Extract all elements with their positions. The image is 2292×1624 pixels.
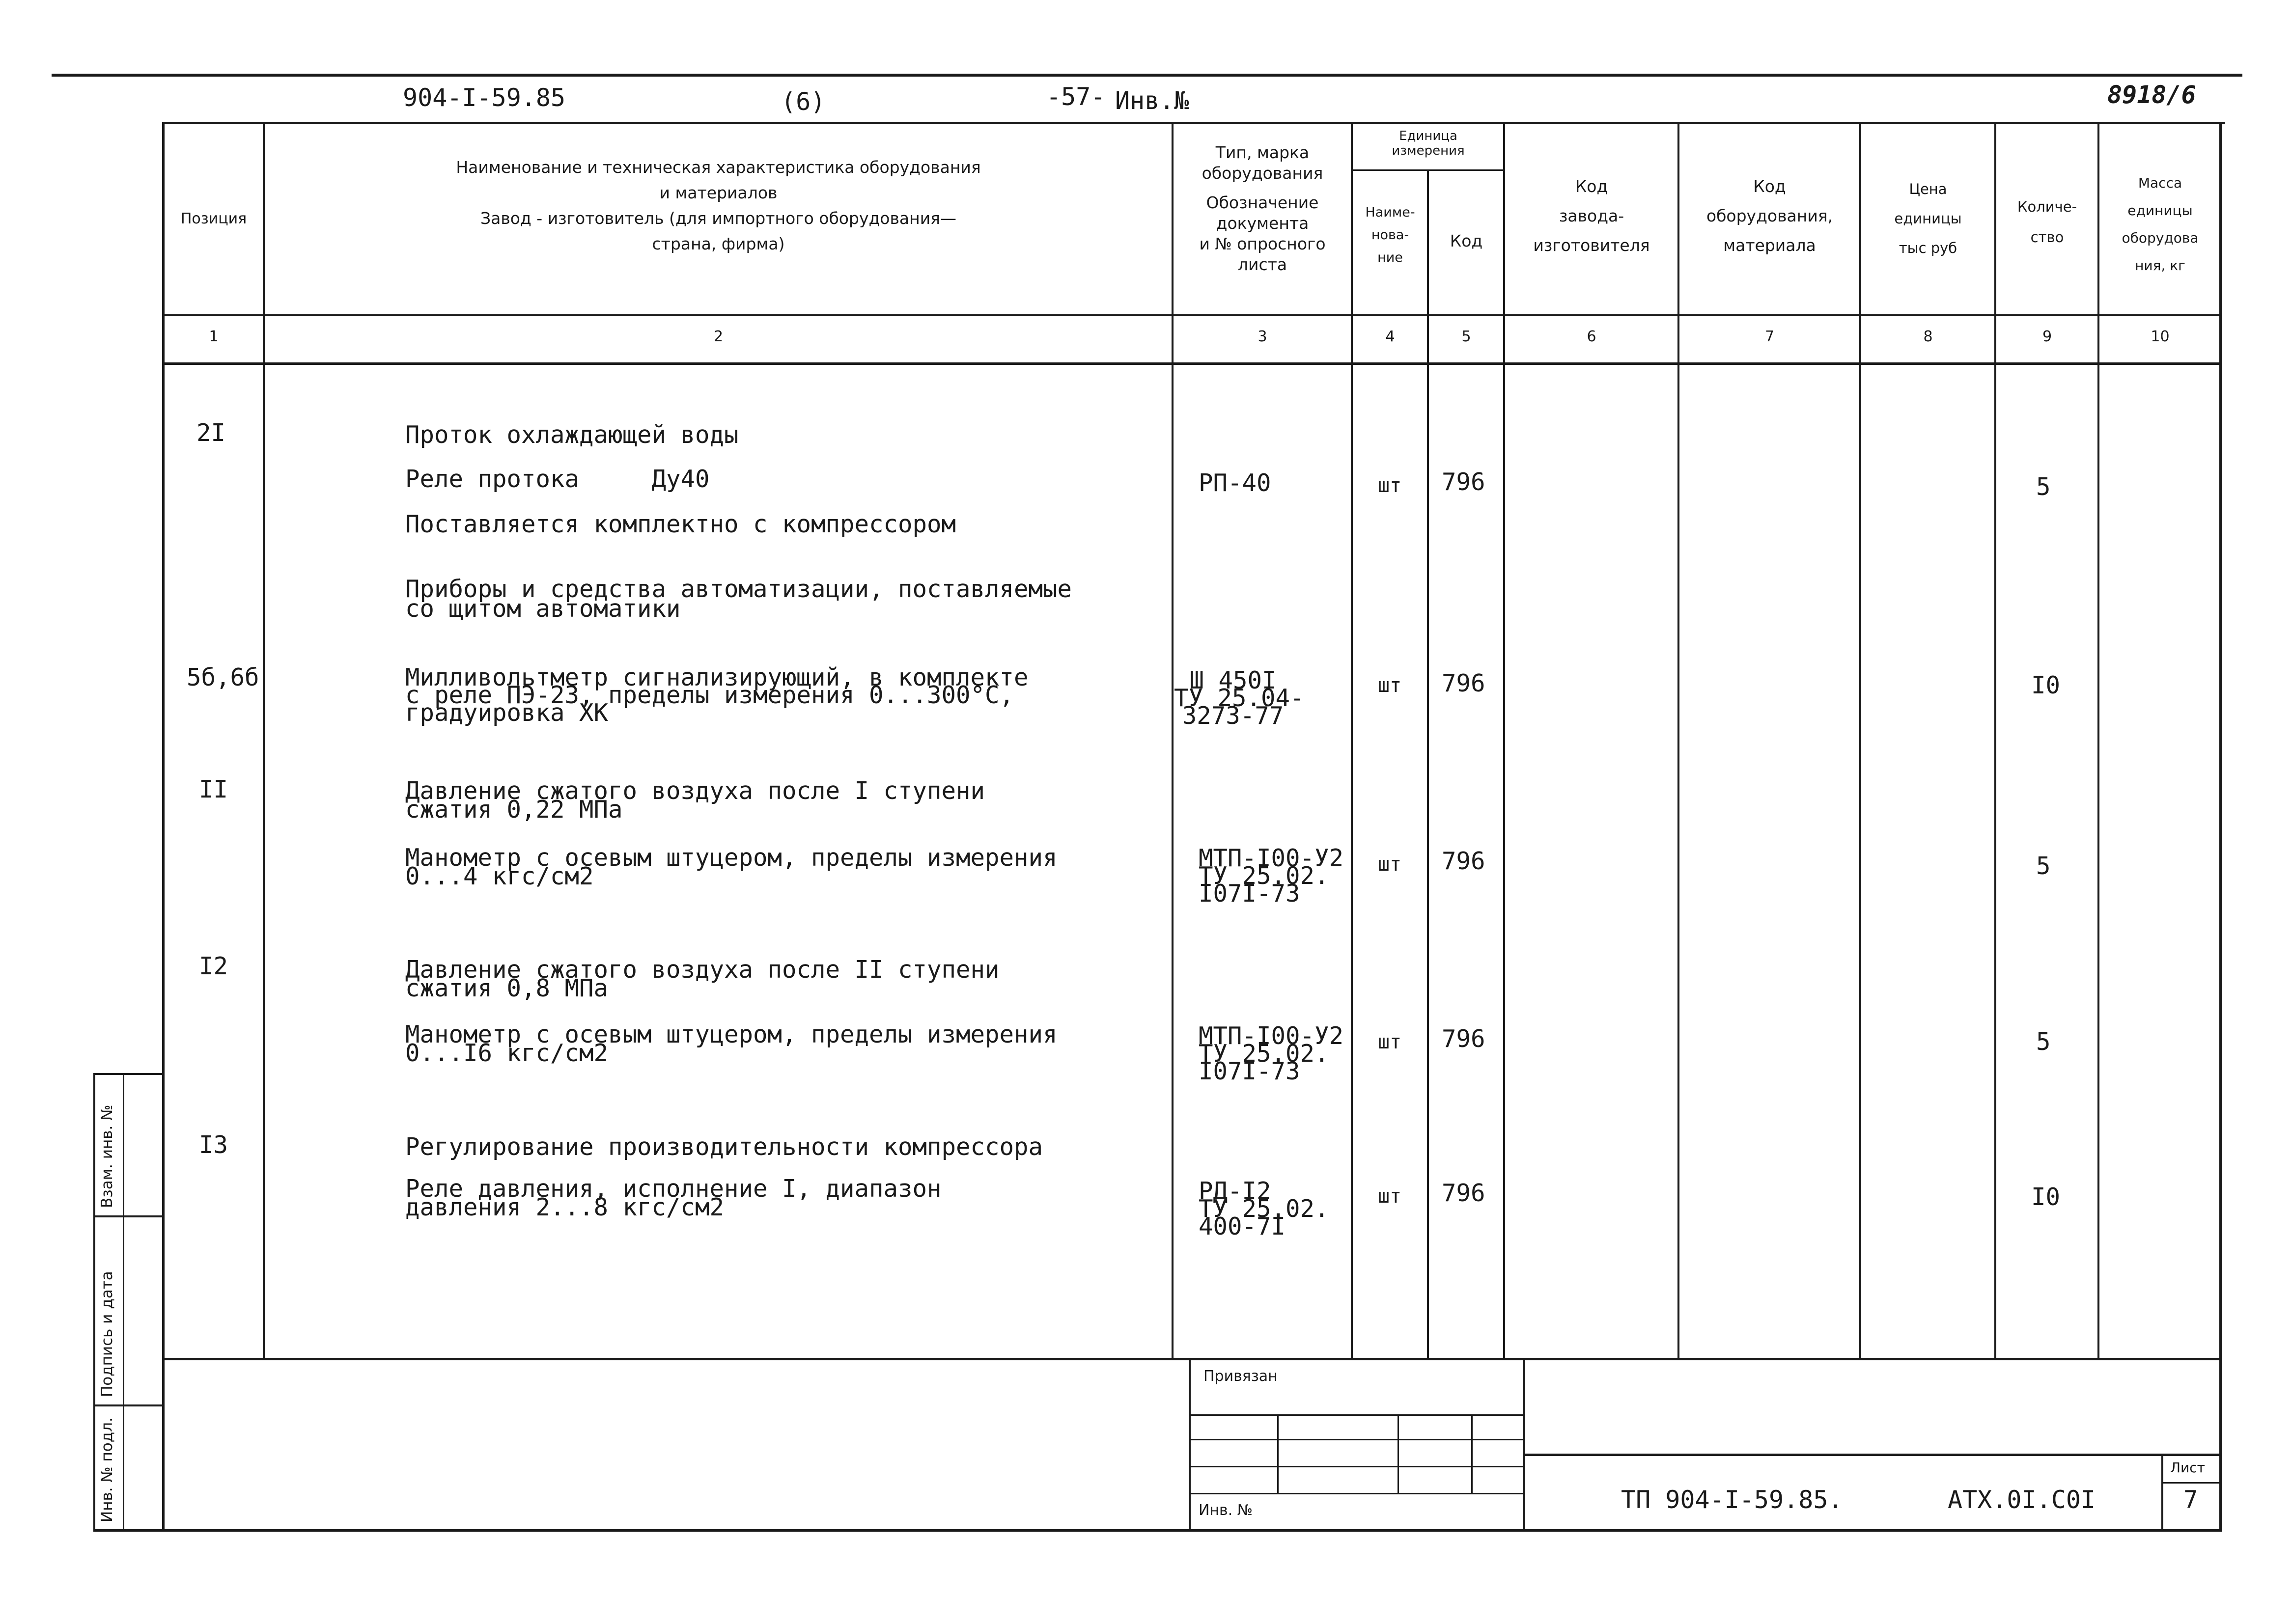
footer-grid-h1 [1189, 1414, 1523, 1416]
sheet-cell-left [2161, 1454, 2163, 1530]
row-code: 796 [1442, 669, 1485, 697]
row-position: I2 [199, 952, 228, 980]
col-num-3: 3 [1258, 328, 1267, 345]
header-qty: Количе- ство [2017, 198, 2077, 246]
row-type: РП-40 [1199, 469, 1271, 497]
row-name: Регулирование производительности компрессора [405, 1133, 1043, 1161]
col-sep-9 [2097, 122, 2099, 1359]
header-unit-group: Единица измерения [1392, 129, 1465, 158]
footer-grid-h4 [1189, 1493, 1523, 1494]
col-sep-2 [1172, 122, 1174, 1359]
row-name: Поставляется комплектно с компрессором [405, 510, 956, 538]
row-name: Давление сжатого воздуха после II ступени сжатия 0,8 МПа [405, 956, 1000, 1002]
header-type: Тип, марка оборудования Обозначение документа и № опросного листа [1199, 143, 1326, 274]
row-unit: шт [1378, 674, 1402, 697]
header-mass: Масса единицы оборудова ния, кг [2122, 175, 2199, 274]
row-name: Реле протока Ду40 [405, 465, 710, 493]
header-name: Наименование и техническая характеристика оборудования и материалов Завод - изготовитель (для импортного оборудования— страна, фирма) [456, 158, 981, 253]
row-type: Ш 450I ТУ 25.04- 3273-77 [1174, 666, 1305, 730]
sheet-label: Лист [2170, 1459, 2205, 1476]
privyazan-label: Привязан [1203, 1368, 1278, 1385]
col-num-8: 8 [1923, 328, 1933, 345]
row-unit: шт [1378, 853, 1402, 876]
stamp-inv-podl: Инв. № подл. [98, 1417, 116, 1522]
numbers-bottom-line [162, 362, 2222, 365]
page-bottom-line [93, 1529, 2222, 1532]
sheet-code: АТХ.0I.С0I [1948, 1486, 2096, 1514]
row-code: 796 [1442, 847, 1485, 875]
table-top-border [162, 122, 2225, 124]
row-position: 5б,6б [187, 663, 259, 691]
row-position: I3 [199, 1131, 228, 1159]
row-code: 796 [1442, 1025, 1485, 1053]
col-num-6: 6 [1587, 328, 1596, 345]
row-unit: шт [1378, 474, 1402, 497]
stamp-left-border [93, 1073, 95, 1530]
row-unit: шт [1378, 1185, 1402, 1208]
row-qty: 5 [2036, 1028, 2051, 1056]
footer-grid-v3 [1471, 1414, 1473, 1493]
row-qty: 5 [2036, 852, 2051, 880]
row-code: 796 [1442, 468, 1485, 496]
row-type: РД-I2 ТУ 25.02. 400-7I [1199, 1177, 1329, 1240]
header-plant-code: Код завода- изготовителя [1533, 177, 1650, 255]
stamp-top-line [93, 1073, 165, 1075]
row-type: МТП-I00-У2 ТУ 25.02. I07I-73 [1199, 1022, 1344, 1085]
col-sep-1 [263, 122, 265, 1359]
header-equip-code: Код оборудования, материала [1706, 177, 1833, 255]
footer-grid-h2 [1189, 1439, 1523, 1440]
sheet-number: 7 [2183, 1486, 2198, 1514]
sheet-cell-mid [2161, 1482, 2222, 1484]
row-name: Приборы и средства автоматизации, поставляемые со щитом автоматики [405, 575, 1072, 623]
col-sep-8 [1994, 122, 1996, 1359]
page-num: -57- [1046, 83, 1106, 111]
stamp-div-2 [93, 1404, 165, 1406]
header-unit-code: Код [1450, 231, 1483, 250]
col-num-9: 9 [2042, 328, 2052, 345]
row-name: Проток охлаждающей воды [405, 421, 739, 449]
row-position: II [199, 775, 228, 803]
col-sep-7 [1859, 122, 1861, 1359]
row-name: Милливольтметр сигнализирующий, в комплекте с реле ПЭ-23, пределы измерения 0...300°С, градуировка ХК [405, 663, 1029, 727]
row-qty: 5 [2036, 473, 2051, 501]
col-sep-4 [1427, 169, 1429, 1359]
row-name: Манометр с осевым штуцером, пределы измерения 0...I6 кгс/см2 [405, 1020, 1058, 1067]
corner-code: 8918/6 [2107, 81, 2196, 109]
row-type: МТП-I00-У2 ТУ 25.02. I07I-73 [1199, 844, 1344, 908]
col-num-2: 2 [713, 328, 724, 345]
col-num-10: 10 [2151, 328, 2170, 345]
row-name: Реле давления, исполнение I, диапазон давления 2...8 кгс/см2 [405, 1175, 942, 1221]
row-position: 2I [196, 419, 226, 447]
body-bottom-line [162, 1358, 2222, 1360]
inv-label-top: Инв.№ [1115, 86, 1189, 115]
col-sep-5 [1503, 122, 1505, 1359]
col-num-1: 1 [209, 328, 219, 345]
row-name: Манометр с осевым штуцером, пределы измерения 0...4 кгс/см2 [405, 844, 1058, 890]
col-sep-3 [1351, 122, 1353, 1359]
row-qty: I0 [2031, 1183, 2061, 1211]
titleblock-top [1523, 1454, 2222, 1456]
header-position: Позиция [180, 210, 247, 227]
page-paren: (6) [781, 87, 826, 116]
col-num-4: 4 [1385, 328, 1395, 345]
col-sep-6 [1677, 122, 1679, 1359]
inv-no-label: Инв. № [1199, 1502, 1253, 1519]
doc-code-top: 904-I-59.85 [403, 83, 566, 112]
footer-box-right [1523, 1358, 1525, 1530]
footer-box-left [1189, 1358, 1191, 1530]
stamp-div-1 [93, 1215, 165, 1217]
header-unit-name: Наиме- нова- ние [1365, 205, 1415, 265]
unit-group-line [1351, 169, 1505, 171]
col-num-5: 5 [1461, 328, 1471, 345]
stamp-podpis: Подпись и дата [98, 1271, 116, 1397]
doc-designation: ТП 904-I-59.85. [1621, 1486, 1843, 1514]
row-unit: шт [1378, 1031, 1402, 1053]
header-price: Цена единицы тыс руб [1894, 181, 1962, 256]
stamp-vzam: Взам. инв. № [98, 1104, 116, 1208]
footer-grid-h3 [1189, 1466, 1523, 1467]
row-qty: I0 [2031, 671, 2061, 699]
footer-grid-v1 [1277, 1414, 1279, 1493]
top-border [52, 74, 2242, 77]
col-num-7: 7 [1764, 328, 1775, 345]
stamp-mid-line [123, 1073, 124, 1530]
footer-grid-v2 [1398, 1414, 1399, 1493]
row-code: 796 [1442, 1179, 1485, 1207]
header-bottom-line [162, 314, 2222, 316]
row-name: Давление сжатого воздуха после I ступени сжатия 0,22 МПа [405, 777, 985, 824]
